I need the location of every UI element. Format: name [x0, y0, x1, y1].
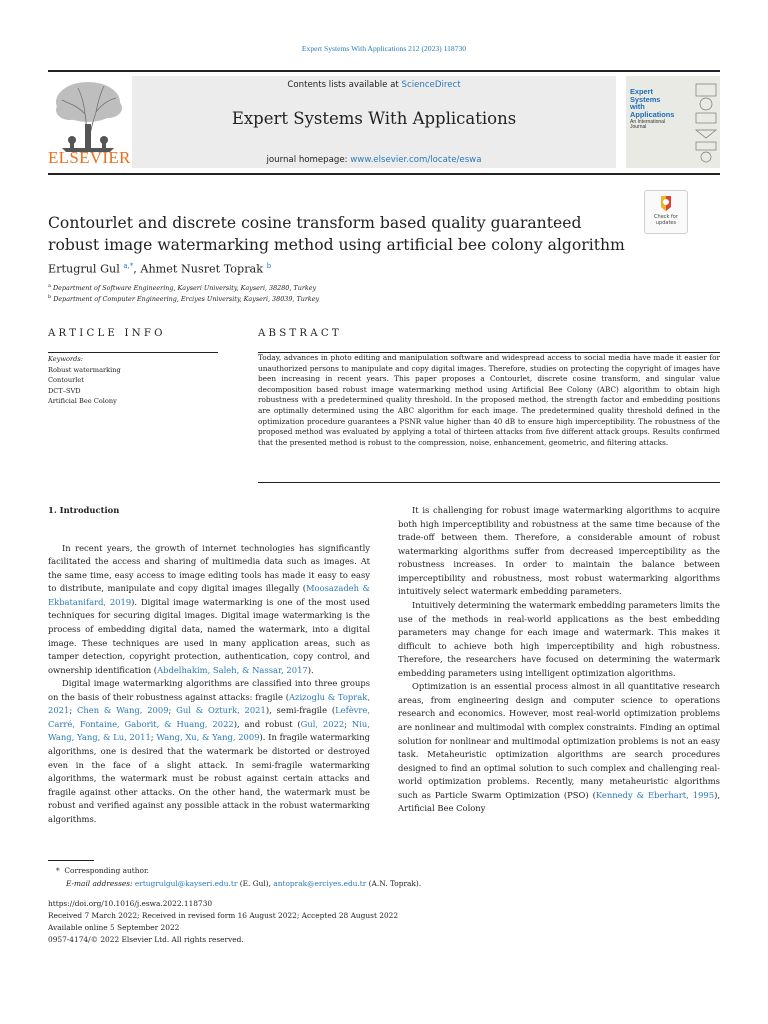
- journal-masthead: [48, 70, 720, 170]
- citation-link[interactable]: Lefèvre, Carré, Fontaine, Gaborit, & Huang, 2022: [48, 705, 371, 729]
- citation-link[interactable]: Moosazadeh & Ekbatanifard, 2019: [48, 583, 370, 607]
- body-paragraph: [48, 542, 370, 678]
- masthead-top-rule: [48, 70, 720, 72]
- abstract-text: Today, advances in photo editing and manipulation software and widespread access to social media have made it easier for unauthorized persons to manipulate and copy digital images. Therefore, studies on protecting the copyright of images have been increasing in recent years. This paper proposes a Contourlet, discrete cosine transform, and singular value decomposition based robust image watermarking method using Artificial Bee Colony (ABC) algorithm to obtain high robustness with a predetermined quality threshold. In the proposed method, the strength factor and embedding positions are optimally determined using the ABC algorithm for each image. The predetermined quality threshold defined in the optimization procedure guarantees a PSNR value higher than 40 dB to ensure high imperceptibility. The robustness of the proposed method was evaluated by applying a total of thirteen attacks from five different attack groups. Results confirmed that the presented method is robust to the compression, noise, enhancement, geometric, and filtering attacks.: [258, 353, 720, 447]
- abstract-heading: ABSTRACT: [258, 328, 342, 339]
- affiliation-mark: a: [48, 283, 51, 289]
- paper-title: Contourlet and discrete cosine transform based quality guaranteed robust image watermarking method using artificial bee colony algorithm: [48, 214, 625, 254]
- journal-citation[interactable]: Expert Systems With Applications 212 (2023) 118730: [301, 44, 467, 53]
- citation-link[interactable]: Wang, Xu, & Yang, 2009: [156, 732, 260, 743]
- email-owner: (A.N. Toprak).: [368, 879, 422, 888]
- body-paragraph: [398, 680, 720, 816]
- masthead-bottom-rule: [48, 173, 720, 175]
- email-owner: (E. Gul),: [239, 879, 271, 888]
- crossmark-label: [645, 215, 687, 226]
- body-text-run: Optimization is an essential process almost in all quantitative research areas, from engineering design and computer science to operations research and economics. However, most real-world optimization problems are nonlinear and multimodal with complex constraints. Finding an optimal solution for nonlinear and multimodal optimization problems is not an easy task. Metaheuristic optimization algorithms are search procedures designed to find an optimal solution to such complex and challenging real-world optimization problems. Recently, many metaheuristic algorithms such as Particle Swarm Optimization (PSO) (: [398, 681, 720, 800]
- publisher-wordmark[interactable]: ELSEVIER: [48, 148, 131, 167]
- masthead-center-panel: [132, 76, 616, 168]
- body-column-right: [398, 504, 720, 816]
- body-text-run: ).: [307, 664, 314, 675]
- author-name[interactable]: Ahmet Nusret Toprak: [140, 262, 263, 276]
- available-online-date: Available online 5 September 2022: [48, 923, 180, 932]
- author-list: [48, 262, 271, 276]
- affiliation-text: Department of Software Engineering, Kayseri University, Kayseri, 38280, Turkey: [53, 284, 317, 293]
- body-text-run: ;: [69, 705, 77, 716]
- footnote-asterisk: *: [56, 866, 65, 875]
- cover-title: [630, 88, 690, 118]
- keyword-item: Contourlet: [48, 376, 84, 384]
- journal-cover-thumbnail[interactable]: [626, 76, 720, 168]
- citation-link[interactable]: Kennedy & Eberhart, 1995: [595, 789, 715, 800]
- journal-homepage-line: [132, 155, 616, 165]
- keywords-rule: [48, 352, 218, 353]
- keyword-item: Artificial Bee Colony: [48, 397, 117, 405]
- body-text-run: ;: [344, 718, 352, 729]
- footnote-rule: [48, 860, 94, 861]
- body-paragraph: [48, 677, 370, 826]
- body-text-run: ), Artificial Bee Colony: [398, 789, 720, 814]
- received-dates: Received 7 March 2022; Received in revised form 16 August 2022; Accepted 28 August 2022: [48, 911, 399, 920]
- cover-title-line: Expert: [630, 87, 654, 96]
- keywords-label: Keywords:: [48, 355, 83, 363]
- body-text-run: ), semi-fragile (: [265, 705, 336, 716]
- body-paragraph: [398, 504, 720, 599]
- body-column-left: [48, 504, 370, 826]
- homepage-prefix: journal homepage:: [266, 155, 351, 165]
- cover-title-line: Systems: [630, 94, 661, 104]
- email-addresses-note: [66, 879, 421, 888]
- author-affiliation-mark[interactable]: b: [266, 262, 272, 270]
- keyword-item: Robust watermarking: [48, 365, 121, 374]
- cover-title-line: Applications: [630, 109, 675, 119]
- body-text-run: ). In fragile watermarking algorithms, one is desired that the watermark be distorted or destroyed even in the face of a slight attack. In semi-fragile watermarking algorithms, the watermark must be robust against certain attacks and fragile against other attacks. On the other hand, the watermark must be robust and verified against any possible attack in the robust watermarking algorithms.: [48, 732, 370, 824]
- keywords-block: [48, 354, 218, 407]
- citation-link[interactable]: Abdelhakim, Saleh, & Nassar, 2017: [157, 664, 308, 675]
- body-text-run: ). Digital image watermarking is one of the most used techniques for securing digital images. Digital image watermarking is the process of embedding digital data, named the watermark, into a digital image. These techniques are used in many application areas, such as tamper detection, copyright protection, authentication, copy control, and ownership identification (: [48, 596, 370, 675]
- journal-title: Expert Systems With Applications: [231, 109, 517, 128]
- author-affiliation-mark[interactable]: a,*: [123, 262, 134, 270]
- contents-available-line: [132, 80, 616, 90]
- author-separator: ,: [133, 262, 141, 276]
- article-info-heading: ARTICLE INFO: [48, 328, 166, 339]
- author-name[interactable]: Ertugrul Gul: [48, 262, 120, 276]
- keyword-item: DCT–SVD: [48, 386, 81, 395]
- affiliation-b: [48, 294, 319, 303]
- copyright-line: 0957-4174/© 2022 Elsevier Ltd. All rights reserved.: [48, 935, 244, 944]
- citation-link[interactable]: Chen & Wang, 2009: [76, 705, 169, 716]
- body-text-run: It is challenging for robust image watermarking algorithms to acquire both high imperceptibility and robustness at the same time because of the trade-off between them. Therefore, a considerable amount of robust watermarking algorithms suffer from decreased imperceptibility as the robustness increases. In order to maintain the balance between imperceptibility and robustness, most robust watermarking algorithms intuitively select watermark embedding parameters.: [398, 505, 720, 597]
- cover-subtitle: [630, 120, 690, 131]
- email-label: E-mail addresses:: [66, 879, 133, 888]
- body-text-run: Digital image watermarking algorithms are classified into three groups on the basis of their robustness against attacks: fragile (: [48, 678, 370, 702]
- affiliation-a: [48, 283, 316, 292]
- citation-link[interactable]: Gul, 2022: [300, 718, 345, 729]
- sciencedirect-link[interactable]: ScienceDirect: [401, 80, 461, 90]
- body-text-run: Intuitively determining the watermark embedding parameters limits the use of the methods in real-world applications as the best embedding parameters may change for each image and watermark. This makes it difficult to achieve both high imperceptibility and high robustness. Therefore, the researchers have focused on determining the watermark embedding parameters using intelligent optimization algorithms.: [398, 599, 720, 678]
- corresponding-label: Corresponding author.: [64, 866, 150, 875]
- corresponding-author-note: [56, 866, 149, 875]
- body-text-run: ;: [150, 732, 157, 743]
- contents-prefix: Contents lists available at: [287, 80, 402, 90]
- email-link-gul[interactable]: ertugrulgul@kayseri.edu.tr: [134, 879, 238, 888]
- journal-homepage-link[interactable]: www.elsevier.com/locate/eswa: [350, 155, 482, 165]
- citation-link[interactable]: Azizoglu & Toprak, 2021: [48, 691, 370, 716]
- check-for-updates-button[interactable]: [644, 190, 688, 234]
- cover-subtitle-line: An International: [630, 119, 666, 125]
- affiliation-mark: b: [48, 294, 52, 300]
- cover-decoration-icon: [694, 82, 718, 164]
- cover-subtitle-line: Journal: [630, 124, 647, 131]
- crossmark-label-line: Check for: [654, 214, 678, 220]
- cover-title-line: with: [630, 102, 645, 112]
- affiliation-text: Department of Computer Engineering, Erciyes University, Kayseri, 38039, Turkey: [53, 295, 320, 304]
- citation-link[interactable]: Gul & Ozturk, 2021: [176, 705, 266, 716]
- body-paragraph: [398, 599, 720, 680]
- abstract-end-rule: [258, 482, 720, 483]
- email-link-toprak[interactable]: antoprak@erciyes.edu.tr: [273, 879, 367, 888]
- body-text-run: ;: [168, 705, 177, 716]
- doi-link[interactable]: https://doi.org/10.1016/j.eswa.2022.118730: [48, 899, 213, 908]
- citation-link[interactable]: Niu, Wang, Yang, & Lu, 2011: [48, 718, 370, 743]
- body-text-run: ), and robust (: [233, 718, 301, 729]
- section-heading-introduction: 1. Introduction: [48, 505, 120, 515]
- crossmark-label-line: updates: [655, 219, 677, 226]
- body-text-run: In recent years, the growth of internet technologies has significantly facilitated the access and sharing of multimedia data such as images. At the same time, easy access to image editing tools has made it easy to easy to distribute, manipulate and copy digital images illegally (: [48, 542, 370, 594]
